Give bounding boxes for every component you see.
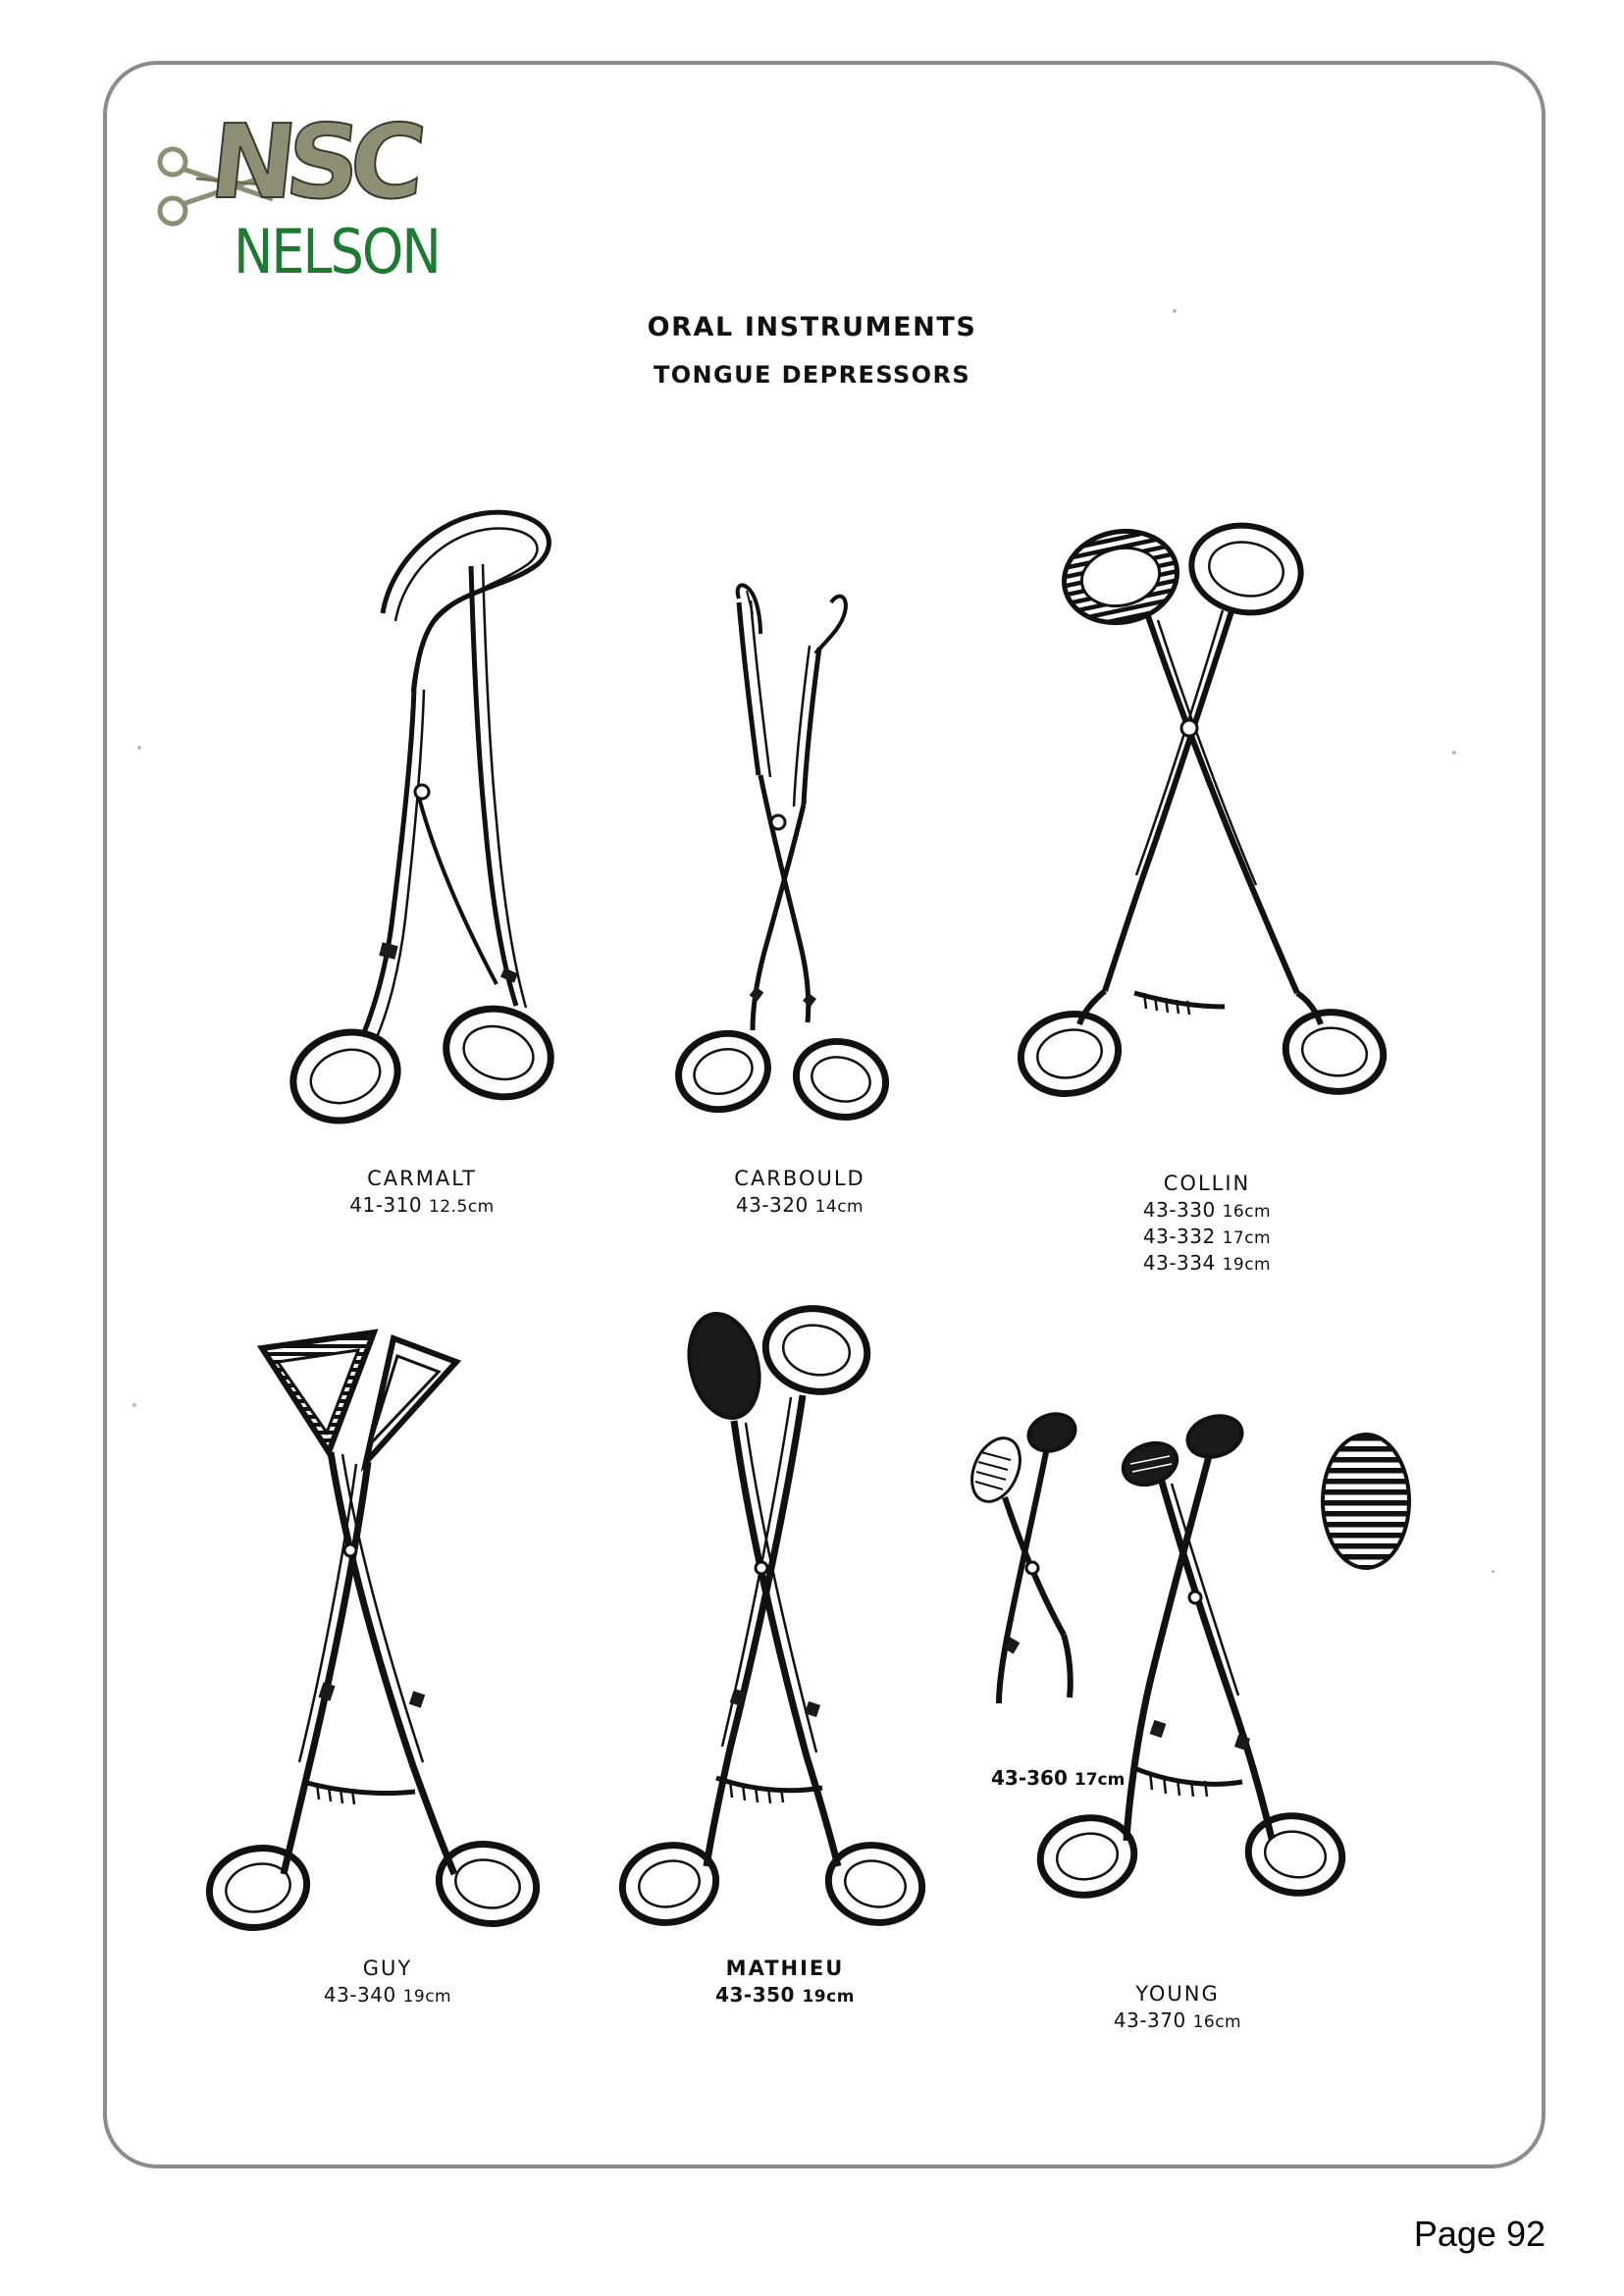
instrument-code	[1001, 1198, 1413, 1222]
collin-illustration	[1011, 510, 1403, 1168]
instrument-code	[226, 1193, 618, 1217]
instrument-name: CARMALT	[367, 1167, 477, 1190]
code-number: 43-320	[735, 1193, 809, 1217]
code-number: 43-360	[991, 1766, 1068, 1790]
brand-logo	[157, 102, 491, 309]
young-illustration	[942, 1403, 1413, 1953]
code-size: 16cm	[1192, 2012, 1242, 2032]
code-size: 17cm	[1074, 1770, 1126, 1790]
instrument-young	[937, 1403, 1418, 2032]
paper-speckle	[1173, 309, 1177, 313]
code-number: 43-370	[1113, 2009, 1186, 2032]
logo-company-name: NELSON	[234, 216, 440, 287]
paper-speckle	[132, 1403, 136, 1407]
code-number: 43-330	[1142, 1198, 1216, 1222]
mathieu-illustration	[608, 1305, 962, 1953]
instrument-carmalt	[226, 496, 618, 1217]
instrument-name: YOUNG	[1135, 1982, 1220, 2006]
detail-code-43-360	[991, 1766, 1125, 1790]
code-number: 43-340	[323, 1983, 396, 2007]
carmalt-illustration	[265, 496, 579, 1163]
code-size: 19cm	[1222, 1255, 1272, 1275]
logo-wordmark: NSC	[204, 102, 422, 222]
instrument-code	[1001, 1251, 1413, 1275]
code-size: 14cm	[814, 1197, 864, 1217]
instrument-code	[182, 1983, 594, 2007]
code-size: 19cm	[802, 1987, 855, 2007]
code-size: 17cm	[1222, 1228, 1272, 1248]
code-size: 16cm	[1222, 1202, 1272, 1222]
instrument-name: MATHIEU	[725, 1957, 845, 1980]
code-number: 43-332	[1142, 1225, 1216, 1248]
instrument-code	[937, 2009, 1418, 2032]
instrument-collin	[1001, 510, 1413, 1275]
page-title: ORAL INSTRUMENTS	[647, 312, 977, 342]
paper-speckle	[137, 746, 141, 750]
code-size: 12.5cm	[428, 1197, 495, 1217]
code-size: 19cm	[402, 1987, 452, 2007]
instrument-name: COLLIN	[1163, 1172, 1251, 1195]
instrument-name: GUY	[362, 1957, 413, 1980]
paper-speckle	[1492, 1570, 1494, 1573]
guy-illustration	[201, 1305, 574, 1953]
code-number: 43-350	[715, 1983, 795, 2007]
page-number: Page 92	[1413, 2214, 1545, 2254]
instrument-code	[1001, 1225, 1413, 1248]
instrument-carbould	[613, 569, 986, 1217]
page-subtitle: TONGUE DEPRESSORS	[653, 361, 971, 389]
code-number: 43-334	[1142, 1251, 1216, 1275]
code-number: 41-310	[349, 1193, 423, 1217]
instrument-name: CARBOULD	[734, 1167, 865, 1190]
instrument-code	[579, 1983, 991, 2007]
instrument-guy	[182, 1305, 594, 2007]
instrument-code	[613, 1193, 986, 1217]
carbould-illustration	[662, 569, 937, 1163]
instrument-mathieu	[579, 1305, 991, 2007]
paper-speckle	[1452, 751, 1456, 755]
